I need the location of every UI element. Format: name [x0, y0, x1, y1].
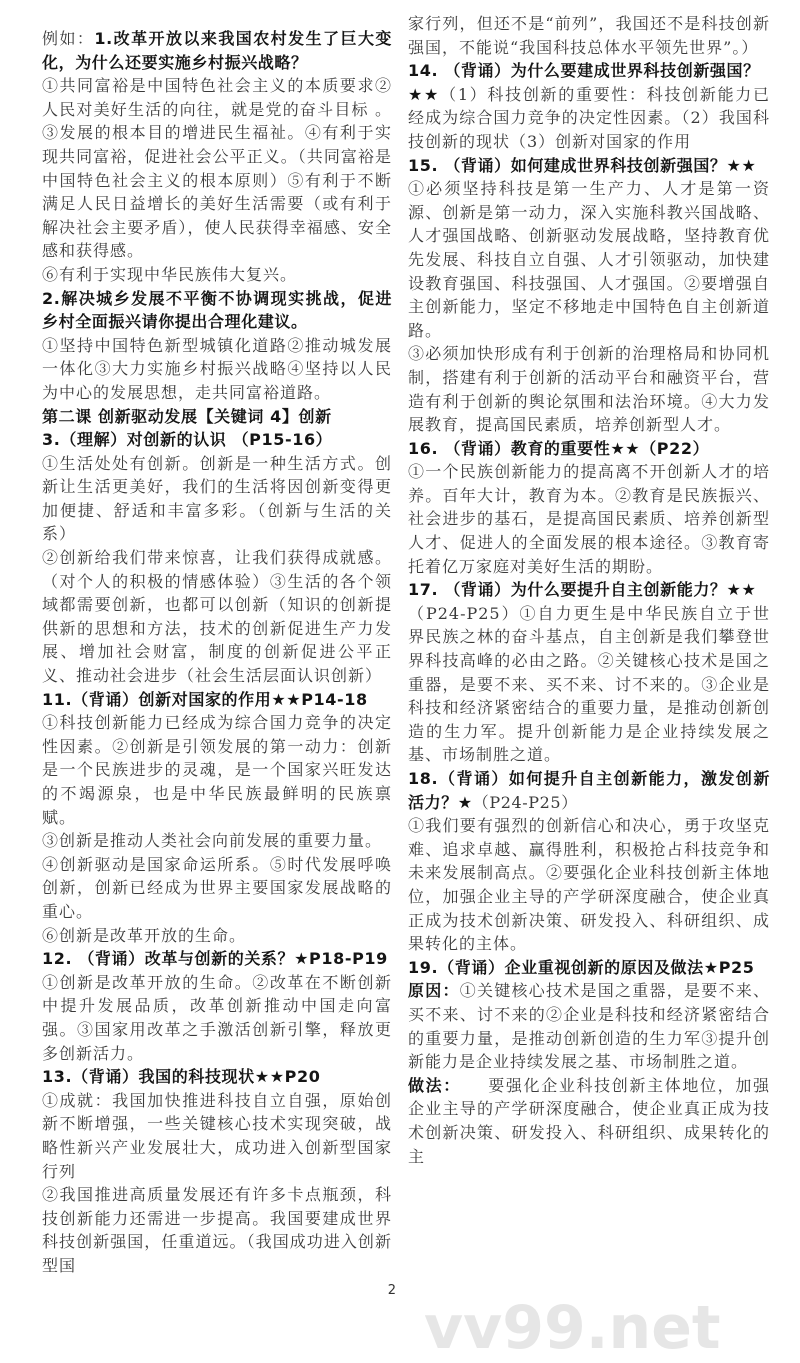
- question-heading: [408, 437, 770, 461]
- paragraph-text: ⑥有利于实现中华民族伟大复兴。: [42, 264, 298, 284]
- page-number: 2: [387, 1283, 396, 1299]
- bold-label: 原因：: [408, 981, 460, 1001]
- question-heading: [42, 428, 392, 452]
- answer-paragraph: [42, 971, 392, 1065]
- bold-label: 做法：: [408, 1075, 453, 1095]
- left-column: [42, 27, 392, 1277]
- answer-paragraph: [42, 1183, 392, 1277]
- question-heading: [408, 154, 770, 178]
- question-heading: [408, 578, 770, 602]
- answer-paragraph: [408, 460, 770, 578]
- paragraph-text: ①坚持中国特色新型城镇化道路②推动城发展一体化③大力实施乡村振兴战略④坚持以人民为中心的发展思想，走共同富裕道路。: [42, 335, 392, 402]
- heading-text: 19.（背诵）企业重视创新的原因及做法★P25: [408, 957, 755, 977]
- answer-paragraph: [42, 853, 392, 924]
- paragraph-text: ①共同富裕是中国特色社会主义的本质要求②人民对美好生活的向往，就是党的奋斗目标 。③发展的根本目的增进民生福祉。④有利于实现共同富裕，促进社会公平正义。（共同富裕是中国特色社会主义的根本原则）⑤有利于不断满足人民日益增长的美好生活需要（或有利于解决社会主要矛盾），使人民获得幸福感、安全感和获得感。: [42, 76, 392, 261]
- paragraph-text: ①一个民族创新能力的提高离不开创新人才的培养。百年大计，教育为本。②教育是民族振兴、社会进步的基石，是提高国民素质、培养创新型人才、促进人的全面发展的根本途径。③教育寄托着亿万家庭对美好生活的期盼。: [408, 462, 770, 576]
- paragraph-text: ③必须加快形成有利于创新的治理格局和协同机制，搭建有利于创新的活动平台和融资平台，营造有利于创新的舆论氛围和法治环境。④大力发展教育，提高国民素质，培养创新型人才。: [408, 344, 770, 435]
- paragraph-text: ②创新给我们带来惊喜，让我们获得成就感。（对个人的积极的情感体验）③生活的各个领域都需要创新，也都可以创新（知识的创新提供新的思想和方法，技术的创新促进生产力发展、增加社会财富，制度的创新促进公平正义、推动社会进步（社会生活层面认识创新）: [42, 548, 392, 686]
- paragraph-text: 要强化企业科技创新主体地位，加强企业主导的产学研深度融合，使企业真正成为技术创新决策、研发投入、科研组织、成果转化的主: [408, 1075, 770, 1166]
- heading-text: 14. （背诵）为什么要建成世界科技创新强国？: [408, 61, 760, 81]
- question-heading: [42, 405, 392, 429]
- question-heading: [408, 767, 770, 814]
- heading-text: 12. （背诵）改革与创新的关系？★P18-P19: [42, 949, 388, 969]
- watermark-logo: vv99.net: [424, 1293, 721, 1363]
- heading-text: 第二课 创新驱动发展【关键词 4】创新: [42, 406, 332, 426]
- heading-text: 17. （背诵）为什么要提升自主创新能力？★★: [408, 580, 757, 600]
- answer-paragraph: [408, 979, 770, 1073]
- question-heading: [408, 956, 770, 980]
- answer-paragraph: [42, 334, 392, 405]
- answer-paragraph: [42, 829, 392, 853]
- question-heading: [42, 688, 392, 712]
- answer-paragraph: [408, 177, 770, 342]
- paragraph-text: ①创新是改革开放的生命。②改革在不断创新中提升发展品质，改革创新推动中国走向富强。③国家用改革之手激活创新引擎，释放更多创新活力。: [42, 972, 392, 1063]
- heading-text: 13.（背诵）我国的科技现状★★P20: [42, 1067, 321, 1087]
- answer-paragraph: [42, 74, 392, 263]
- answer-paragraph: [42, 924, 392, 948]
- page-footer: [0, 1283, 800, 1363]
- heading-prefix: 例如：: [42, 29, 95, 48]
- answer-paragraph: [42, 711, 392, 829]
- question-heading: [42, 287, 392, 334]
- heading-suffix: （P24-P25）: [472, 792, 578, 812]
- heading-text: 15. （背诵）如何建成世界科技创新强国？★★: [408, 155, 757, 175]
- paragraph-text: ①关键核心技术是国之重器，是要不来、买不来、讨不来的②企业是科技和经济紧密结合的重要力量，是推动创新创造的生力军③提升创新能力是企业持续发展之基、市场制胜之道。: [408, 981, 770, 1072]
- answer-paragraph: [42, 546, 392, 688]
- bold-label: ★★: [408, 84, 441, 104]
- paragraph-text: ②我国推进高质量发展还有许多卡点瓶颈，科技创新能力还需进一步提高。我国要建成世界科技创新强国，任重道远。（我国成功进入创新型国: [42, 1185, 392, 1275]
- heading-text: 1.改革开放以来我国农村发生了巨大变化，为什么还要实施乡村振兴战略？: [42, 29, 392, 72]
- right-column: [408, 12, 770, 1168]
- answer-paragraph: [408, 814, 770, 956]
- paragraph-text: ④创新驱动是国家命运所系。⑤时代发展呼唤创新，创新已经成为世界主要国家发展战略的重心。: [42, 854, 392, 921]
- heading-text: 11.（背诵）创新对国家的作用★★P14-18: [42, 689, 368, 709]
- paragraph-text: ①必须坚持科技是第一生产力、人才是第一资源、创新是第一动力，深入实施科教兴国战略、人才强国战略、创新驱动发展战略，坚持教育优先发展、科技自立自强、人才引领驱动，加快建设教育强国、科技强国、人才强国。②要增强自主创新能力，坚定不移地走中国特色自主创新道路。: [408, 179, 770, 340]
- paragraph-text: ①科技创新能力已经成为综合国力竞争的决定性因素。②创新是引领发展的第一动力：创新是一个民族进步的灵魂，是一个国家兴旺发达的不竭源泉，也是中华民族最鲜明的民族禀赋。: [42, 713, 392, 827]
- paragraph-text: ⑥创新是改革开放的生命。: [42, 925, 247, 945]
- question-heading: [408, 59, 770, 83]
- paragraph-text: 家行列，但还不是“前列”，我国还不是科技创新强国，不能说“我国科技总体水平领先世界”。）: [408, 14, 770, 57]
- answer-paragraph: [42, 452, 392, 546]
- heading-text: 3.（理解）对创新的认识 （P15-16）: [42, 430, 333, 450]
- paragraph-text: ③创新是推动人类社会向前发展的重要力量。: [42, 831, 383, 851]
- answer-paragraph: [42, 263, 392, 287]
- two-column-body: [0, 12, 800, 1277]
- answer-paragraph: [408, 1074, 770, 1168]
- paragraph-text: ①成就：我国加快推进科技自立自强，原始创新不断增强，一些关键核心技术实现突破，战略性新兴产业发展壮大，成功进入创新型国家行列: [42, 1090, 392, 1181]
- question-heading: [42, 27, 392, 74]
- paragraph-text: （P24-P25）①自力更生是中华民族自立于世界民族之林的奋斗基点，自主创新是我们攀登世界科技高峰的必由之路。②关键核心技术是国之重器，是要不来、买不来、讨不来的。③企业是科技和经济紧密结合的重要力量，是推动创新创造的生力军。提升创新能力是企业持续发展之基、市场制胜之道。: [408, 603, 770, 765]
- answer-paragraph: [408, 83, 770, 154]
- paragraph-text: ①生活处处有创新。创新是一种生活方式。创新让生活更美好，我们的生活将因创新变得更加便捷、舒适和丰富多彩。（创新与生活的关系）: [42, 453, 392, 544]
- answer-paragraph: [408, 342, 770, 436]
- answer-paragraph: [42, 1089, 392, 1183]
- heading-text: 18.（背诵）如何提升自主创新能力，激发创新活力？★: [408, 769, 770, 812]
- paragraph-text: （1）科技创新的重要性：科技创新能力已经成为综合国力竞争的决定性因素。（2）我国科技创新的现状（3）创新对国家的作用: [408, 84, 771, 151]
- paragraph-text: ①我们要有强烈的创新信心和决心，勇于攻坚克难、追求卓越、赢得胜利，积极抢占科技竞争和未来发展制高点。②要强化企业科技创新主体地位，加强企业主导的产学研深度融合，使企业真正成为技术创新决策、研发投入、科研组织、成果转化的主体。: [408, 816, 770, 954]
- heading-text: 2.解决城乡发展不平衡不协调现实挑战，促进乡村全面振兴请你提出合理化建议。: [42, 288, 392, 332]
- heading-text: 16. （背诵）教育的重要性★★（P22）: [408, 438, 710, 458]
- answer-paragraph: [408, 12, 770, 59]
- question-heading: [42, 947, 392, 971]
- answer-paragraph: [408, 602, 770, 767]
- question-heading: [42, 1065, 392, 1089]
